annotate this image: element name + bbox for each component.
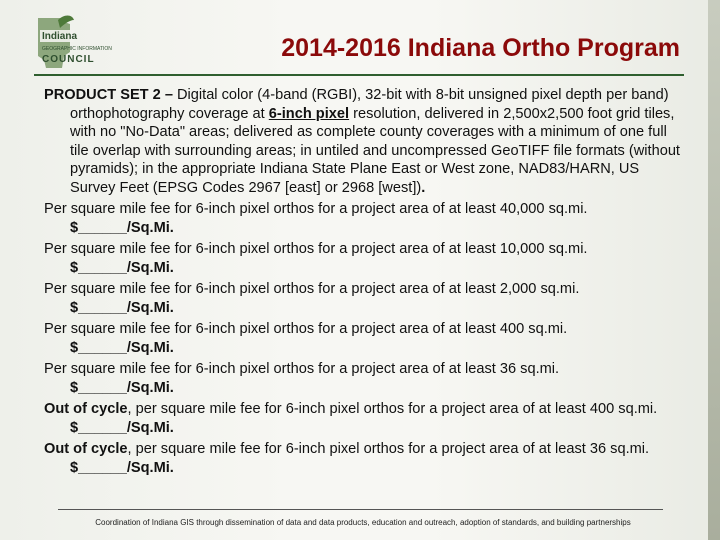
fee-item bbox=[44, 320, 684, 357]
fee-text: Per square mile fee for 6-inch pixel orthos for a project area of at least 2,000 sq.mi. bbox=[44, 281, 580, 297]
product-mid1: at bbox=[248, 105, 269, 122]
product-set-label: PRODUCT SET 2 bbox=[44, 87, 161, 103]
out-of-cycle-price: $______/Sq.Mi. bbox=[70, 419, 174, 436]
fee-price: $______/Sq.Mi. bbox=[70, 339, 174, 356]
out-of-cycle-label: Out of cycle bbox=[44, 401, 128, 417]
fee-item bbox=[44, 360, 684, 397]
logo-line3: COUNCIL bbox=[42, 54, 95, 65]
fee-text: Per square mile fee for 6-inch pixel orthos for a project area of at least 10,000 sq.mi. bbox=[44, 241, 588, 257]
fee-price: $______/Sq.Mi. bbox=[70, 259, 174, 276]
fee-text: Per square mile fee for 6-inch pixel orthos for a project area of at least 40,000 sq.mi. bbox=[44, 201, 588, 217]
out-of-cycle-label: Out of cycle bbox=[44, 441, 128, 457]
fee-text: Per square mile fee for 6-inch pixel orthos for a project area of at least 36 sq.mi. bbox=[44, 361, 560, 377]
product-end: . bbox=[421, 179, 426, 196]
igic-logo bbox=[34, 12, 134, 72]
title-divider bbox=[34, 74, 684, 76]
logo-line1: Indiana bbox=[42, 31, 78, 42]
resolution-emphasis: 6-inch pixel bbox=[268, 105, 350, 122]
fee-price: $______/Sq.Mi. bbox=[70, 379, 174, 396]
fee-price: $______/Sq.Mi. bbox=[70, 299, 174, 316]
logo-line2: GEOGRAPHIC INFORMATION bbox=[42, 46, 112, 52]
product-tiles: 2,500x2,500 bbox=[503, 105, 584, 122]
product-dash: – bbox=[160, 87, 177, 103]
fee-text: Per square mile fee for 6-inch pixel orthos for a project area of at least 400 sq.mi. bbox=[44, 321, 568, 337]
product-intro: Digital color (4-band (RGBI), 32-bit with 8-bit unsigned pixel depth per band) bbox=[177, 87, 669, 103]
content-body bbox=[44, 86, 684, 480]
out-of-cycle-text: , per square mile fee for 6-inch pixel orthos for a project area of at least 36 sq.mi. bbox=[127, 441, 650, 457]
product-ortho-word: orthophotography coverage bbox=[70, 105, 249, 122]
footer-divider bbox=[58, 509, 663, 510]
out-of-cycle-item bbox=[44, 440, 684, 477]
fee-price: $______/Sq.Mi. bbox=[70, 219, 174, 236]
product-set-description bbox=[44, 86, 684, 197]
out-of-cycle-price: $______/Sq.Mi. bbox=[70, 459, 174, 476]
out-of-cycle-text: , per square mile fee for 6-inch pixel orthos for a project area of at least 400 sq.mi. bbox=[127, 401, 658, 417]
fee-item bbox=[44, 280, 684, 317]
out-of-cycle-item bbox=[44, 400, 684, 437]
product-mid2: resolution, delivered in bbox=[349, 105, 504, 122]
fee-item bbox=[44, 240, 684, 277]
page-title: 2014-2016 Indiana Ortho Program bbox=[281, 34, 680, 62]
fee-item bbox=[44, 200, 684, 237]
footer-tagline: Coordination of Indiana GIS through dissemination of data and data products, education and outreach, adoption of standards, and building partnerships bbox=[95, 518, 631, 527]
product-rest: foot grid tiles, with no "No-Data" areas; delivered as complete county coverages with a minimum of one full tile overlap with surrounding areas; in untiled and uncompressed GeoTIFF file formats (without pyramids); in the appropriate Indiana State Plane East or West zone, NAD83/HARN, US Survey Feet (EPSG Codes 2967 [east] or 2968 [west]) bbox=[70, 105, 680, 196]
slide-border bbox=[708, 0, 720, 540]
